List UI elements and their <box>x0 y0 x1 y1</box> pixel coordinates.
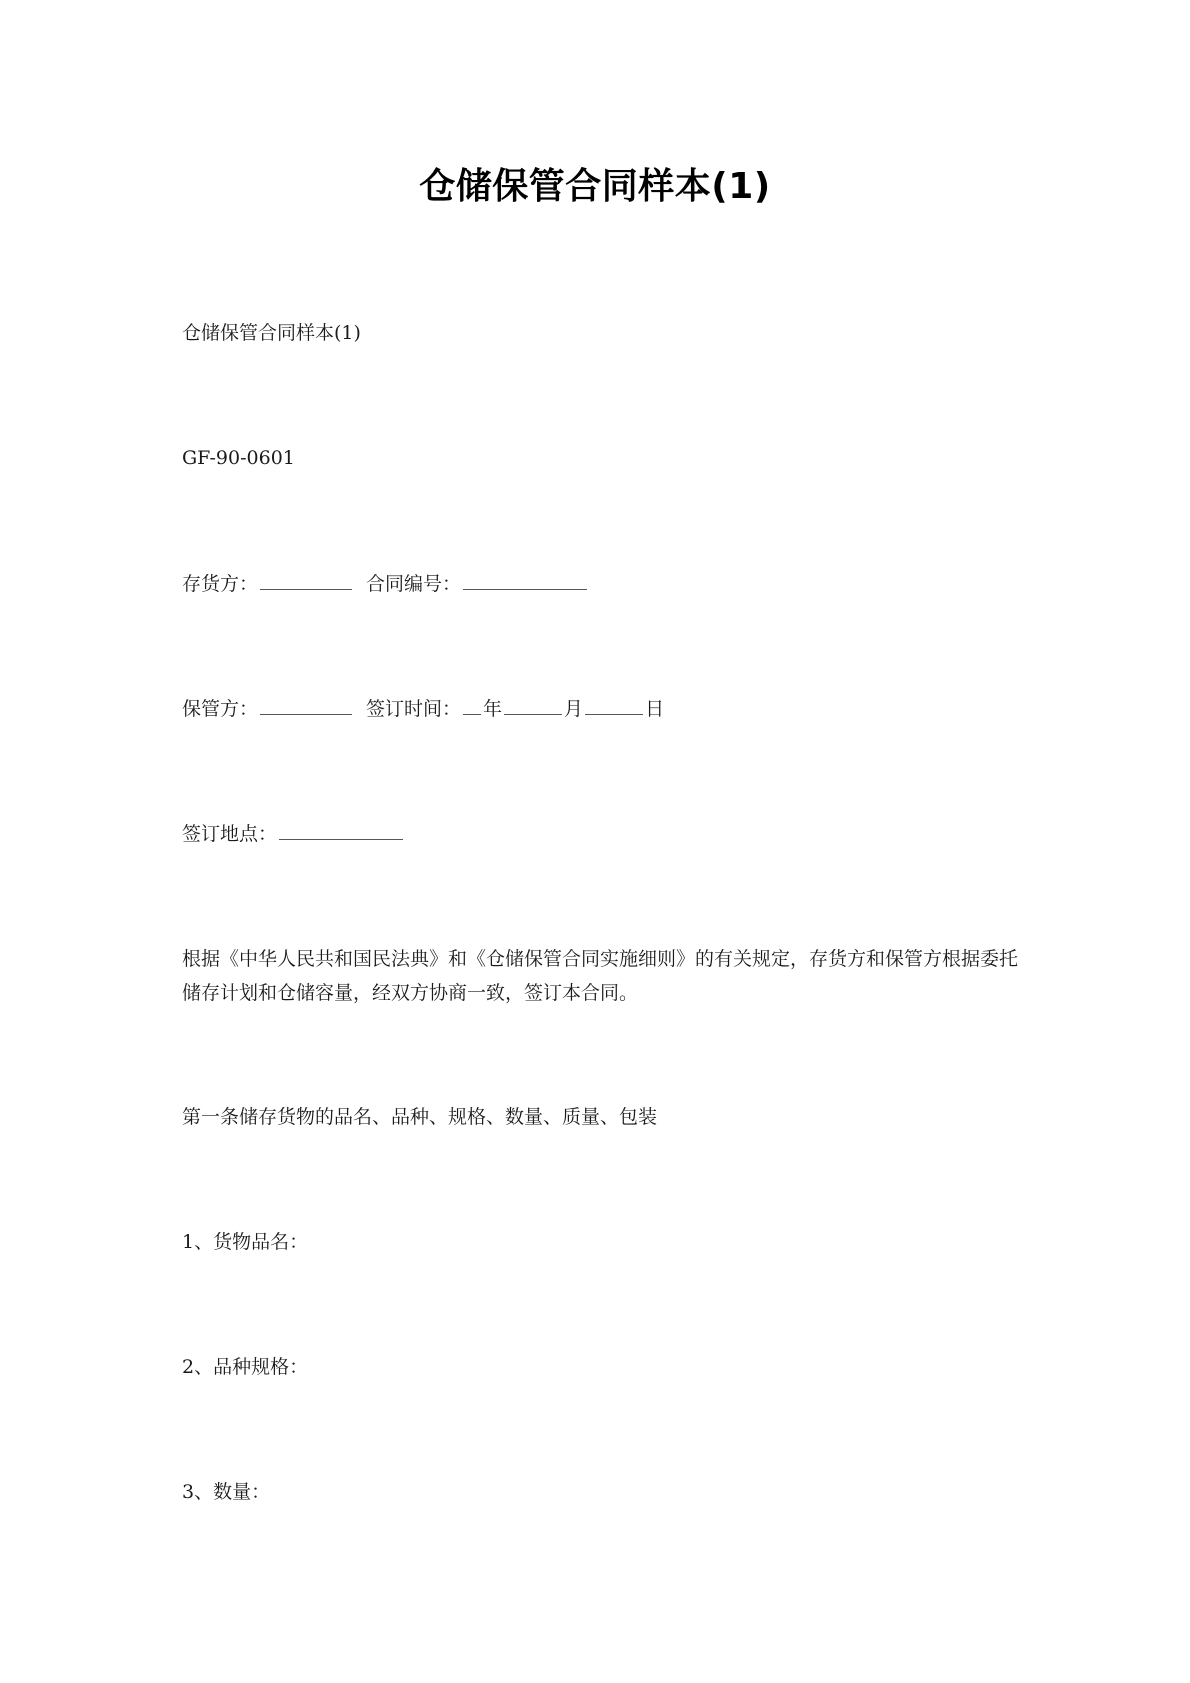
contract-no-label: 合同编号： <box>366 573 462 595</box>
day-label: 日 <box>645 698 665 720</box>
sign-date-label: 签订时间： <box>366 698 462 720</box>
article-1-heading: 第一条储存货物的品名、品种、规格、数量、质量、包装 <box>182 1106 658 1128</box>
contract-no-blank[interactable] <box>463 569 587 590</box>
year-blank[interactable] <box>463 694 481 715</box>
depositor-blank[interactable] <box>260 569 352 590</box>
custodian-row <box>182 692 664 726</box>
day-blank[interactable] <box>585 694 643 715</box>
month-label: 月 <box>564 698 584 720</box>
document-subtitle: 仓储保管合同样本(1) <box>182 322 361 344</box>
year-label: 年 <box>483 698 503 720</box>
preamble-paragraph: 根据《中华人民共和国民法典》和《仓储保管合同实施细则》的有关规定，存货方和保管方根据委托储存计划和仓储容量，经双方协商一致，签订本合同。 <box>182 948 1019 1004</box>
article-1-item: 3、数量： <box>182 1481 271 1503</box>
custodian-label: 保管方： <box>182 698 259 720</box>
form-code: GF-90-0601 <box>182 447 295 469</box>
custodian-blank[interactable] <box>260 694 352 715</box>
article-1-item: 2、品种规格： <box>182 1356 309 1378</box>
depositor-label: 存货方： <box>182 573 259 595</box>
sign-place-label: 签订地点： <box>182 823 278 845</box>
article-1-item: 1、货物品名： <box>182 1231 309 1253</box>
sign-place-blank[interactable] <box>279 819 403 840</box>
document-title: 仓储保管合同样本(1) <box>419 166 771 207</box>
sign-place-row <box>182 817 405 851</box>
month-blank[interactable] <box>504 694 562 715</box>
depositor-row <box>182 567 589 601</box>
